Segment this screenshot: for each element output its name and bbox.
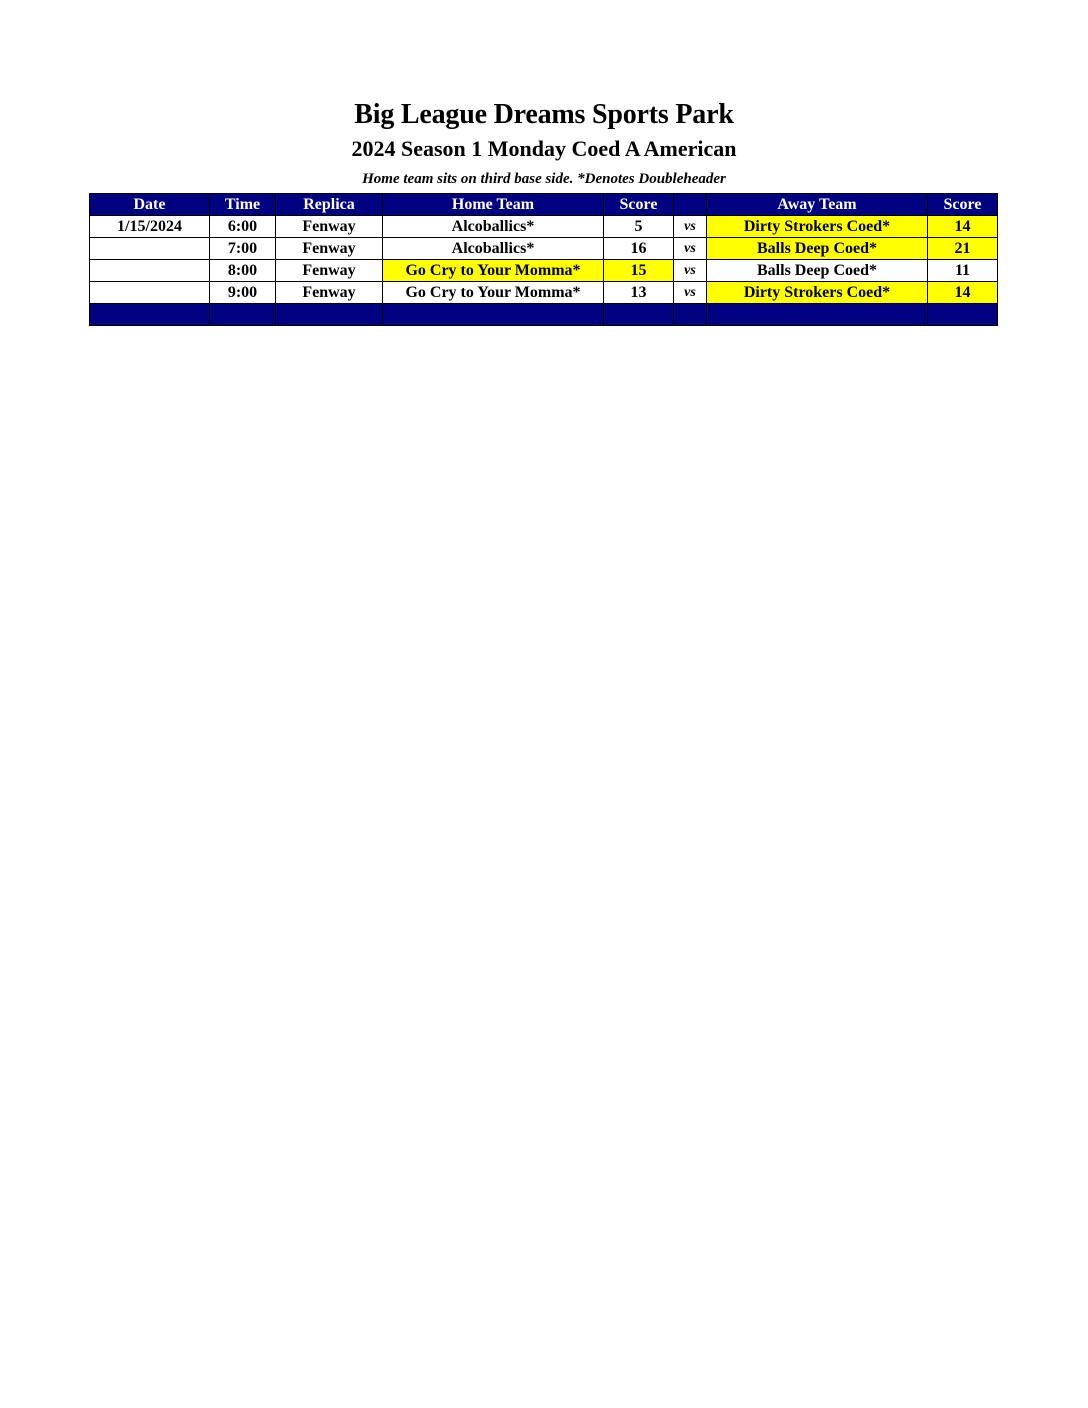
away-score-cell: 14 xyxy=(928,216,998,238)
table-row xyxy=(90,282,998,304)
home-score-cell: 15 xyxy=(604,260,674,282)
footer-cell xyxy=(674,304,707,326)
footer-cell xyxy=(707,304,928,326)
home-team-cell: Alcoballics* xyxy=(383,216,604,238)
home-team-cell: Go Cry to Your Momma* xyxy=(383,260,604,282)
away-team-cell: Balls Deep Coed* xyxy=(707,238,928,260)
column-header-home-team: Home Team xyxy=(383,194,604,216)
column-header-vs xyxy=(674,194,707,216)
home-score-cell: 13 xyxy=(604,282,674,304)
away-team-cell: Dirty Strokers Coed* xyxy=(707,216,928,238)
time-cell: 7:00 xyxy=(210,238,276,260)
date-cell xyxy=(90,238,210,260)
date-cell xyxy=(90,260,210,282)
table-header-row xyxy=(90,194,998,216)
time-cell: 6:00 xyxy=(210,216,276,238)
table-row xyxy=(90,238,998,260)
table-footer-row xyxy=(90,304,998,326)
home-score-cell: 5 xyxy=(604,216,674,238)
footer-cell xyxy=(210,304,276,326)
table-row xyxy=(90,260,998,282)
away-score-cell: 11 xyxy=(928,260,998,282)
footer-cell xyxy=(276,304,383,326)
home-score-cell: 16 xyxy=(604,238,674,260)
replica-cell: Fenway xyxy=(276,238,383,260)
replica-cell: Fenway xyxy=(276,216,383,238)
page-subtitle: 2024 Season 1 Monday Coed A American xyxy=(351,136,737,161)
column-header-away-score: Score xyxy=(928,194,998,216)
footer-cell xyxy=(90,304,210,326)
replica-cell: Fenway xyxy=(276,260,383,282)
footer-cell xyxy=(383,304,604,326)
column-header-replica: Replica xyxy=(276,194,383,216)
column-header-time: Time xyxy=(210,194,276,216)
away-score-cell: 14 xyxy=(928,282,998,304)
date-cell xyxy=(90,282,210,304)
away-team-cell: Dirty Strokers Coed* xyxy=(707,282,928,304)
column-header-date: Date xyxy=(90,194,210,216)
home-team-cell: Go Cry to Your Momma* xyxy=(383,282,604,304)
schedule-table xyxy=(89,193,998,326)
schedule-note: Home team sits on third base side. *Denotes Doubleheader xyxy=(362,171,726,187)
vs-cell: vs xyxy=(674,238,707,260)
footer-cell xyxy=(928,304,998,326)
home-team-cell: Alcoballics* xyxy=(383,238,604,260)
footer-cell xyxy=(604,304,674,326)
away-score-cell: 21 xyxy=(928,238,998,260)
vs-cell: vs xyxy=(674,216,707,238)
date-cell: 1/15/2024 xyxy=(90,216,210,238)
time-cell: 9:00 xyxy=(210,282,276,304)
replica-cell: Fenway xyxy=(276,282,383,304)
away-team-cell: Balls Deep Coed* xyxy=(707,260,928,282)
page-title: Big League Dreams Sports Park xyxy=(354,99,734,130)
vs-cell: vs xyxy=(674,260,707,282)
vs-cell: vs xyxy=(674,282,707,304)
time-cell: 8:00 xyxy=(210,260,276,282)
table-row xyxy=(90,216,998,238)
column-header-away-team: Away Team xyxy=(707,194,928,216)
column-header-home-score: Score xyxy=(604,194,674,216)
